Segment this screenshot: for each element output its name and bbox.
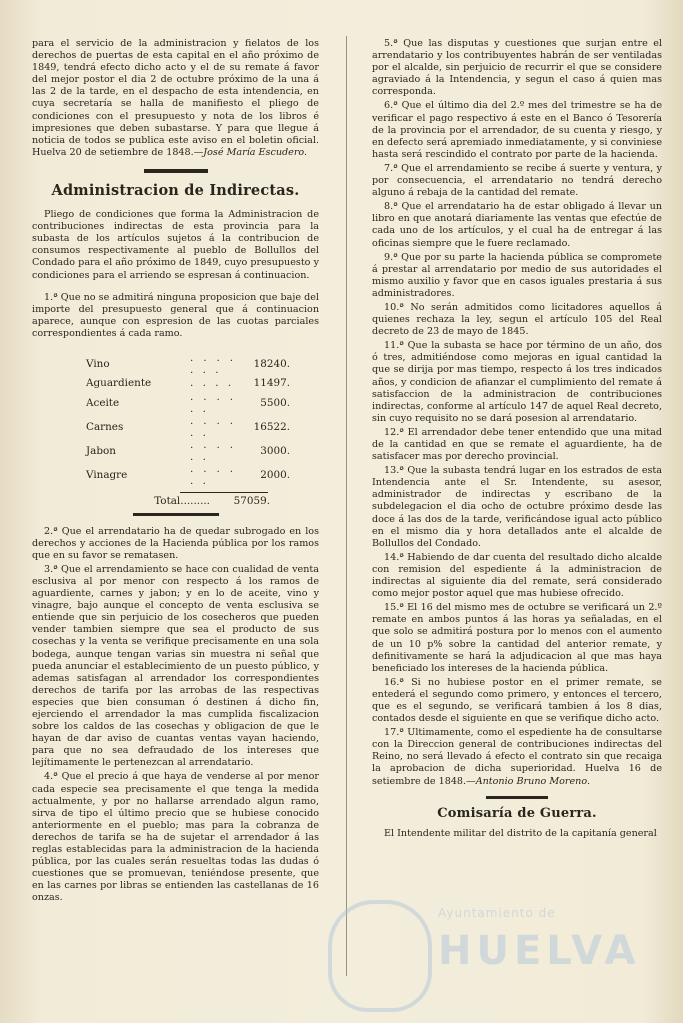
total-row <box>98 495 319 507</box>
column-divider <box>346 36 347 976</box>
budget-table <box>84 352 292 488</box>
right-column <box>372 38 662 842</box>
condition-17: 17.ª Ultimamente, como el espediente ha de consultarse con la Direccion general de contribuciones indirectas del Reino, no será llevado á efecto el contrato sin que recaiga la aprobacion de dicha superioridad. Huelva 16 de setiembre de 1848.—Antonio Bruno Moreno. <box>372 727 662 787</box>
watermark-small-text: Ayuntamiento de <box>438 906 556 920</box>
total-value: 57059. <box>233 494 270 507</box>
table-divider <box>133 513 219 516</box>
condition-16: 16.ª Si no hubiese postor en el primer remate, se entederá el segundo como primero, y entonces el tercero, que es el segundo, se verificará tambien á los 8 dias, contados desde el siguiente en que se verifique dicho acto. <box>372 676 662 725</box>
intro-signature: José María Escudero. <box>203 146 308 158</box>
section-divider <box>144 169 208 173</box>
condition-12: 12.ª El arrendador debe tener entendido que una mitad de la cantidad en que se remate el aguardiente, ha de satisfacer mas por derecho provincial. <box>372 426 662 463</box>
table-row: Aceite . . . . . . 5500. <box>86 390 290 415</box>
condition-4: 4.ª Que el precio á que haya de venderse al por menor cada especie sea precisamente el que tenga la medida actualmente, y por no hallarse arrendado algun ramo, sirva de tipo el último precio que se hubiese conocido anteriormente en el pueblo; mas para la cobranza de derechos de tarifa se ha de sujetar el arrendador á las reglas establecidas para la administracion de la hacienda pública, por las cuales serán resueltas todas las dudas ó cuestiones que se promuevan, teniéndose presente, que en las carnes por libras se entienden las castellanas de 16 onzas. <box>32 771 319 904</box>
total-rule <box>180 492 268 493</box>
condition-8: 8.ª Que el arrendatario ha de estar obligado á llevar un libro en que anotará diariamente las ventas que efectúe de cada uno de los artículos, y el cual ha de entregar á las oficinas siempre que le fuere reclamado. <box>372 201 662 249</box>
seal-icon <box>328 900 432 1012</box>
condition-14: 14.ª Habiendo de dar cuenta del resultado dicho alcalde con remision del espediente á la administracion de indirectas al siguiente dia del remate, será considerado como mejor postor aquel que mas hubiese ofrecido. <box>372 551 662 600</box>
condition-5: 5.ª Que las disputas y cuestiones que surjan entre el arrendatario y los contribuyentes habrán de ser ventiladas por el alcalde, sin perjuicio de recurrir el que se considere agraviado á la Intendencia, y segun el caso á quien mas corresponda. <box>372 38 662 98</box>
condition-10: 10.ª No serán admitidos como licitadores aquellos á quienes rechaza la ley, segun el artículo 105 del Real decreto de 23 de mayo de 1845. <box>372 301 662 338</box>
total-label: Total......... <box>154 494 210 507</box>
section-title-guerra: Comisaría de Guerra. <box>437 805 597 821</box>
section-divider-2 <box>486 796 548 799</box>
watermark-big-text: HUELVA <box>438 928 641 974</box>
condition-3: 3.ª Que el arrendamiento se hace con cualidad de venta esclusiva al por menor con respecto á los ramos de aguardiente, carnes y jabon; y en lo de aceite, vino y vinagre, bajo aunque el concepto de venta esclusiva se entiende que sin perjuicio de los cosecheros que pueden vender tambien siempre que sea el producto de sus cosechas y la venta se verifique precisamente en una sola bodega, aunque tengan varias sin muestra ni señal que pueda anunciar el establecimiento de un puesto público, y ademas satisfagan al arrendador los correspondientes derechos de tarifa por las arrobas de las respectivas especies que bien consuman ó destinen á dicho fin, ejerciendo el arrendador la mas cumplida fiscalizacion sobre los caldos de las cosechas y obligacion de que le hayan de dar aviso de cuantas ventas vayan haciendo, para que no sea defraudado de los intereses que lejítimamente le pertenezcan al arrendatario. <box>32 563 319 769</box>
archive-watermark <box>320 900 650 1010</box>
pliego-paragraph: Pliego de condiciones que forma la Administracion de contribuciones indirectas de esta provincia para la subasta de los artículos sujetos á la contribucion de consumos respectivamente al pueblo de Bollullos del Condado para el año próximo de 1849, cuyo presupuesto y condiciones para el arriendo se espresan á continuacion. <box>32 209 319 281</box>
table-row: Vinagre . . . . . . 2000. <box>86 463 290 488</box>
condition-11: 11.ª Que la subasta se hace por término de un año, dos ó tres, admitiéndose como mejoras en igual cantidad la que se dirija por mas tiempo, respecto á los tres indicados años, y condicion de afianzar el cumplimiento del remate á satisfaccion de la administracion de contribuciones indirectas, conforme al artículo 147 de aquel Real decreto, sin cuyo requisito no se dará posesion al arrendatario. <box>372 340 662 424</box>
condition-9: 9.ª Que por su parte la hacienda pública se compromete á prestar al arrendatario por medio de sus autoridades el mismo auxilio y favor que en casos iguales prestaria á sus administradores. <box>372 251 662 299</box>
condition-6: 6.ª Que el último dia del 2.º mes del trimestre se ha de verificar el pago respectivo á este en el Banco ó Tesorería de la provincia por el arrendador, de su cuenta y riesgo, y en defecto será apremiado inmediatamente, y si conviniese hasta será rescindido el contrato por parte de la hacienda. <box>372 100 662 160</box>
table-row: Vino . . . . . . . 18240. <box>86 351 290 377</box>
table-row: Carnes . . . . . . 16522. <box>86 414 290 440</box>
condition-7: 7.ª Que el arrendamiento se recibe á suerte y ventura, y por consecuencia, el arrendatario no tendrá derecho alguno á rebaja de la cantidad del remate. <box>372 162 662 199</box>
condition-17-signature: Antonio Bruno Moreno. <box>475 775 591 787</box>
guerra-paragraph: El Intendente militar del distrito de la capitanía general <box>384 827 657 839</box>
intro-paragraph: para el servicio de la administracion y fielatos de los derechos de puertas de esta capital en el año próximo de 1849, tendrá efecto dicho acto y el de su remate á favor del mejor postor el dia 2 de octubre próximo de la una á las 2 de la tarde, en el despacho de esta intendencia, en cuya secretaría se halla de manifiesto el pliego de condiciones con el presupuesto y nota de los libros é impresiones que deben subastarse. Y para que llegue á noticia de todos se publica este aviso en el boletin oficial. Huelva 20 de setiembre de 1848.—José María Escudero. <box>32 38 319 158</box>
condition-2: 2.ª Que el arrendatario ha de quedar subrogado en los derechos y acciones de la Hacienda pública por los ramos que en su favor se rematasen. <box>32 525 319 561</box>
table-row: Jabon . . . . . . 3000. <box>86 439 290 464</box>
condition-1: 1.ª Que no se admitirá ninguna proposicion que baje del importe del presupuesto general que á continuacion aparece, aunque con espresion de las cuotas parciales correspondientes á cada ramo. <box>32 291 319 339</box>
section-title-indirectas: Administracion de Indirectas. <box>51 181 300 199</box>
condition-13: 13.ª Que la subasta tendrá lugar en los estrados de esta Intendencia ante el Sr. Intendente, su asesor, administrador de indirectas y escribano de la subdelegacion el dia ocho de octubre próximo desde las doce á las dos de la tarde, verificándose igual acto público en el mismo dia y hora detallados ante el alcalde de Bollullos del Condado. <box>372 465 662 549</box>
table-row: Aguardiente . . . . 11497. <box>86 377 290 390</box>
left-column <box>32 38 319 907</box>
condition-15: 15.ª El 16 del mismo mes de octubre se verificará un 2.º remate en ambos puntos á las horas ya señaladas, en el que solo se admitirá postura por lo menos con el aumento de un 10 p% sobre la cantidad del anterior remate, y definitivamente se hará la adjudicacion al que mas haya beneficiado los intereses de la hacienda pública. <box>372 602 662 674</box>
